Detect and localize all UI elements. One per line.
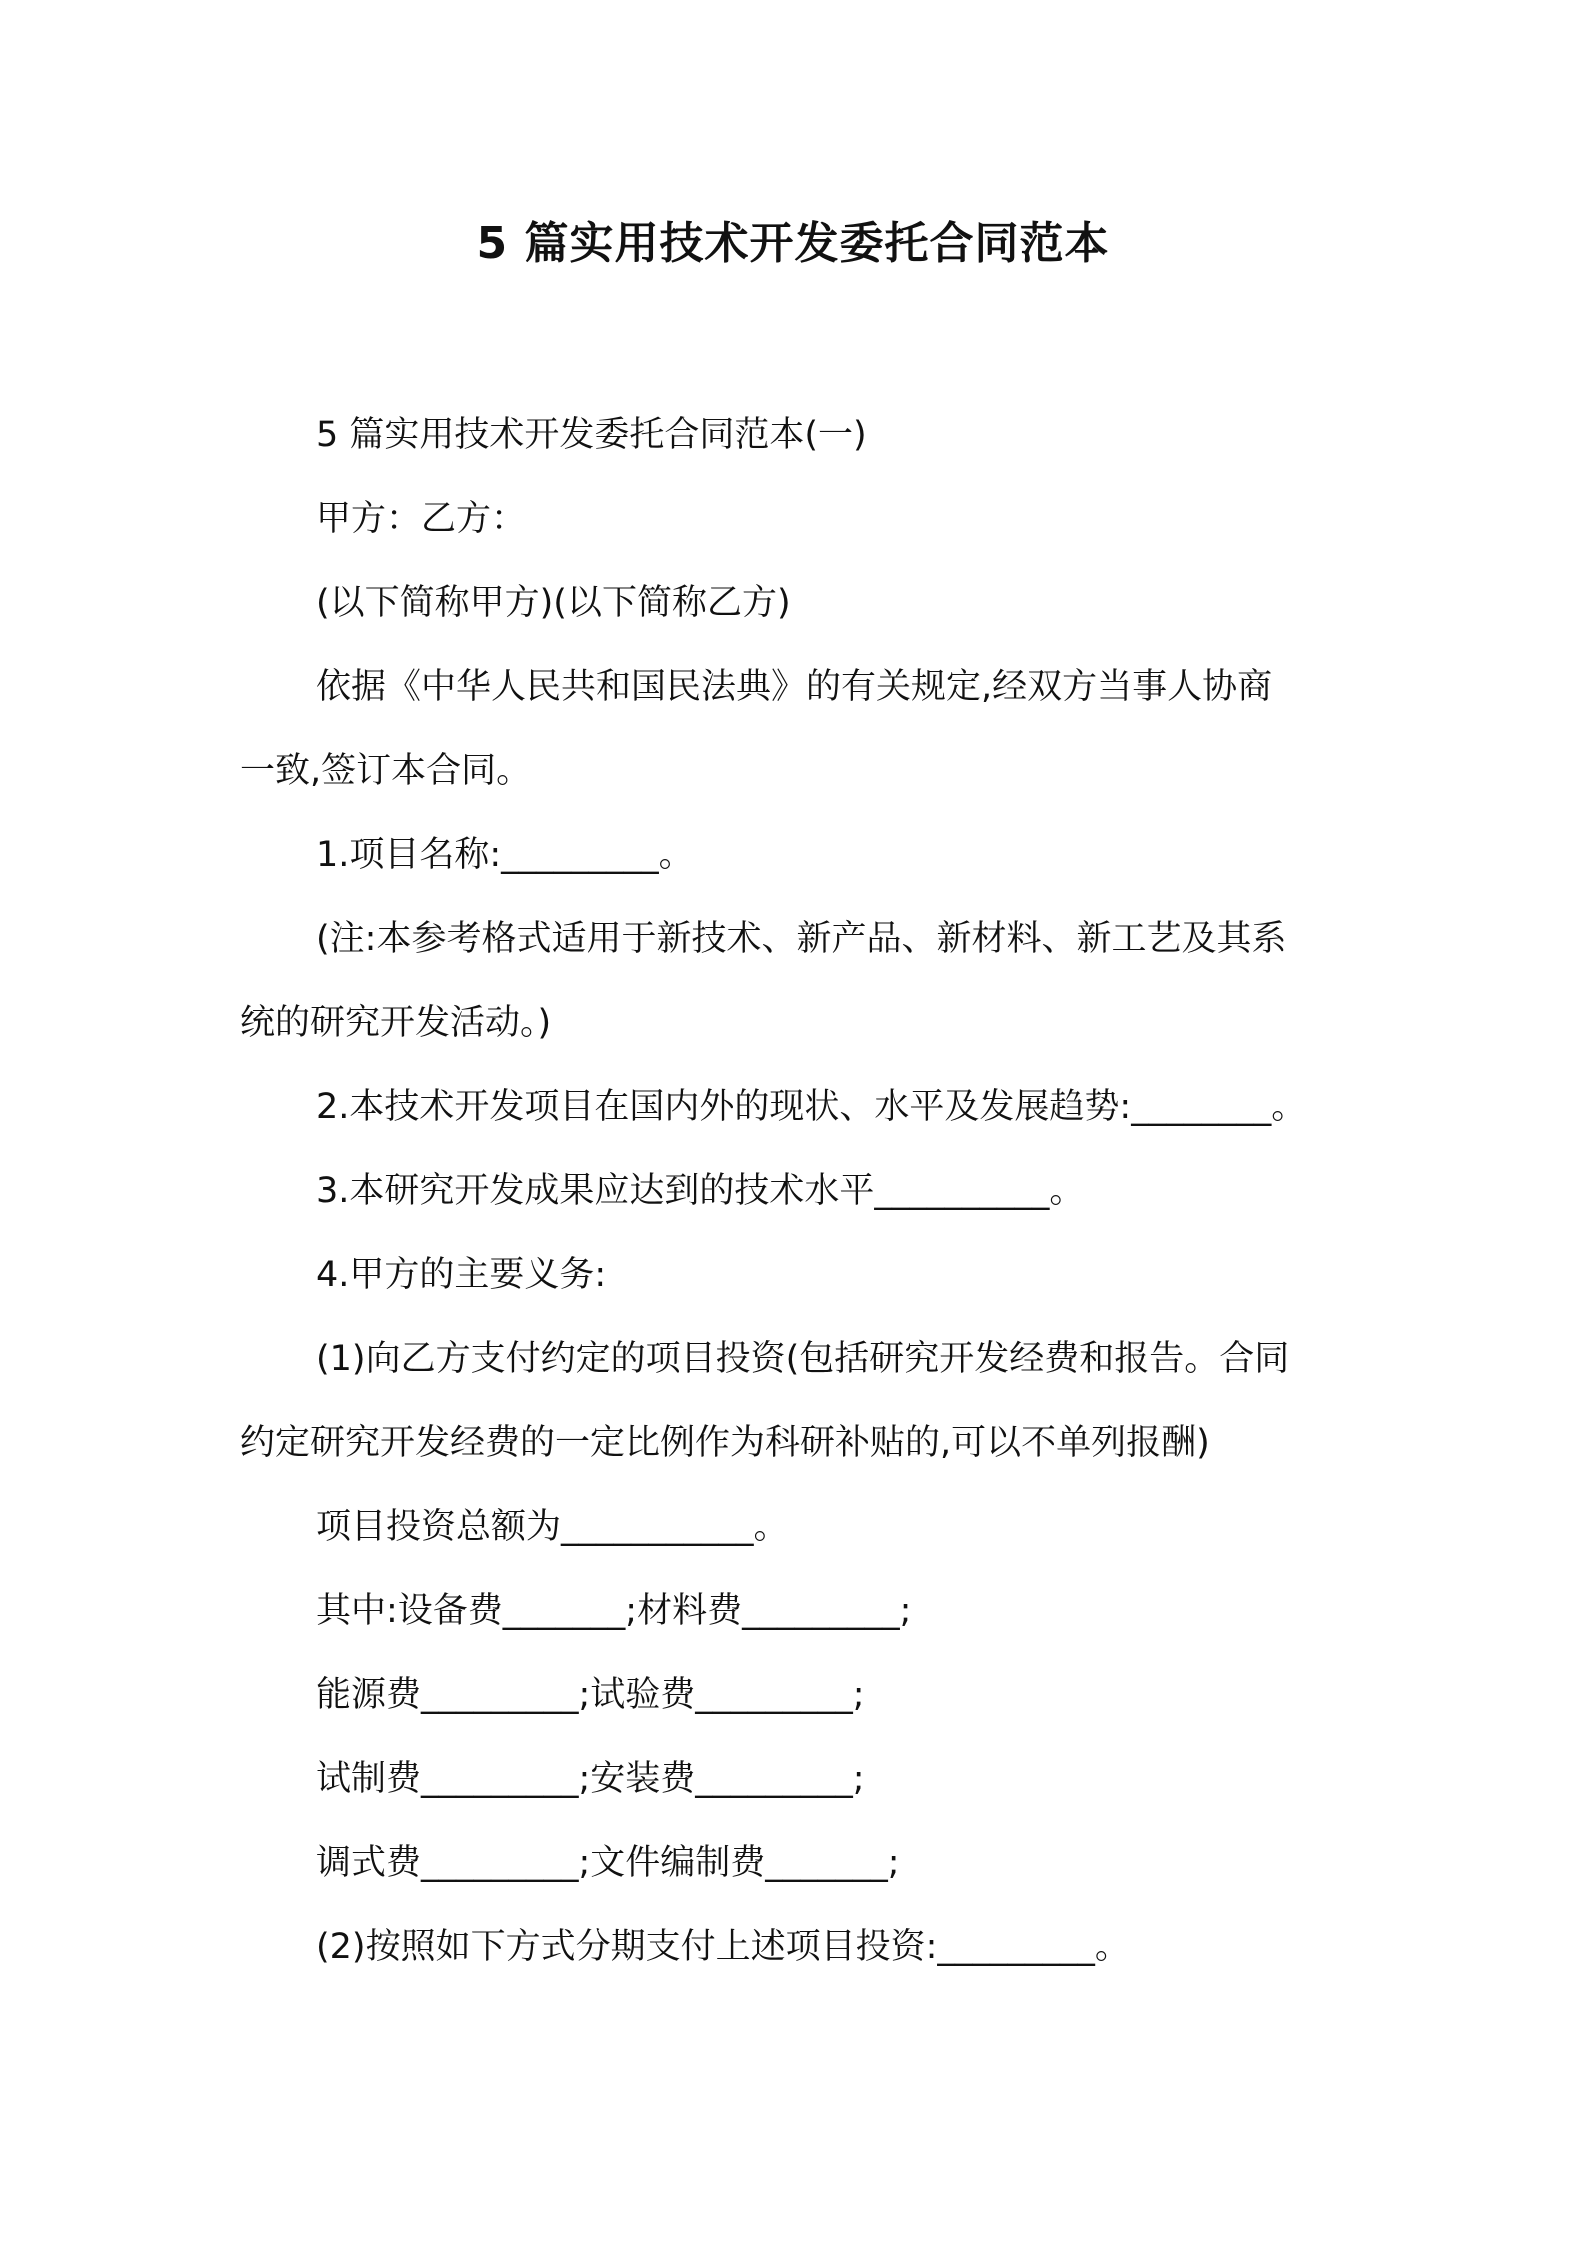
fee-line: 试制费_________;安装费_________; bbox=[316, 1759, 865, 1799]
sub-clause-item: (1)向乙方支付约定的项目投资(包括研究开发经费和报告。合同 bbox=[316, 1339, 1290, 1379]
sub-clause-item: (2)按照如下方式分期支付上述项目投资:_________。 bbox=[316, 1927, 1130, 1967]
note-line: 统的研究开发活动。) bbox=[240, 1003, 552, 1043]
fee-line: 项目投资总额为___________。 bbox=[316, 1507, 789, 1547]
clause-item: 4.甲方的主要义务: bbox=[316, 1255, 607, 1295]
clause-item: 1.项目名称:_________。 bbox=[316, 835, 694, 875]
paragraph-line: 一致,签订本合同。 bbox=[240, 751, 532, 791]
section-heading: 5 篇实用技术开发委托合同范本(一) bbox=[316, 415, 867, 455]
note-line: (注:本参考格式适用于新技术、新产品、新材料、新工艺及其系 bbox=[316, 919, 1287, 959]
sub-clause-item: 约定研究开发经费的一定比例作为科研补贴的,可以不单列报酬) bbox=[240, 1423, 1210, 1463]
clause-item: 3.本研究开发成果应达到的技术水平__________。 bbox=[316, 1171, 1085, 1211]
party-line: 甲方：乙方： bbox=[316, 499, 527, 539]
clause-item: 2.本技术开发项目在国内外的现状、水平及发展趋势:________。 bbox=[316, 1087, 1307, 1127]
fee-line: 能源费_________;试验费_________; bbox=[316, 1675, 865, 1715]
fee-line: 调式费_________;文件编制费_______; bbox=[316, 1843, 900, 1883]
fee-line: 其中:设备费_______;材料费_________; bbox=[316, 1591, 912, 1631]
document-title: 5 篇实用技术开发委托合同范本 bbox=[476, 218, 1110, 269]
paragraph-line: 依据《中华人民共和国民法典》的有关规定,经双方当事人协商 bbox=[316, 667, 1273, 707]
party-abbreviation-line: (以下简称甲方)(以下简称乙方) bbox=[316, 583, 791, 623]
